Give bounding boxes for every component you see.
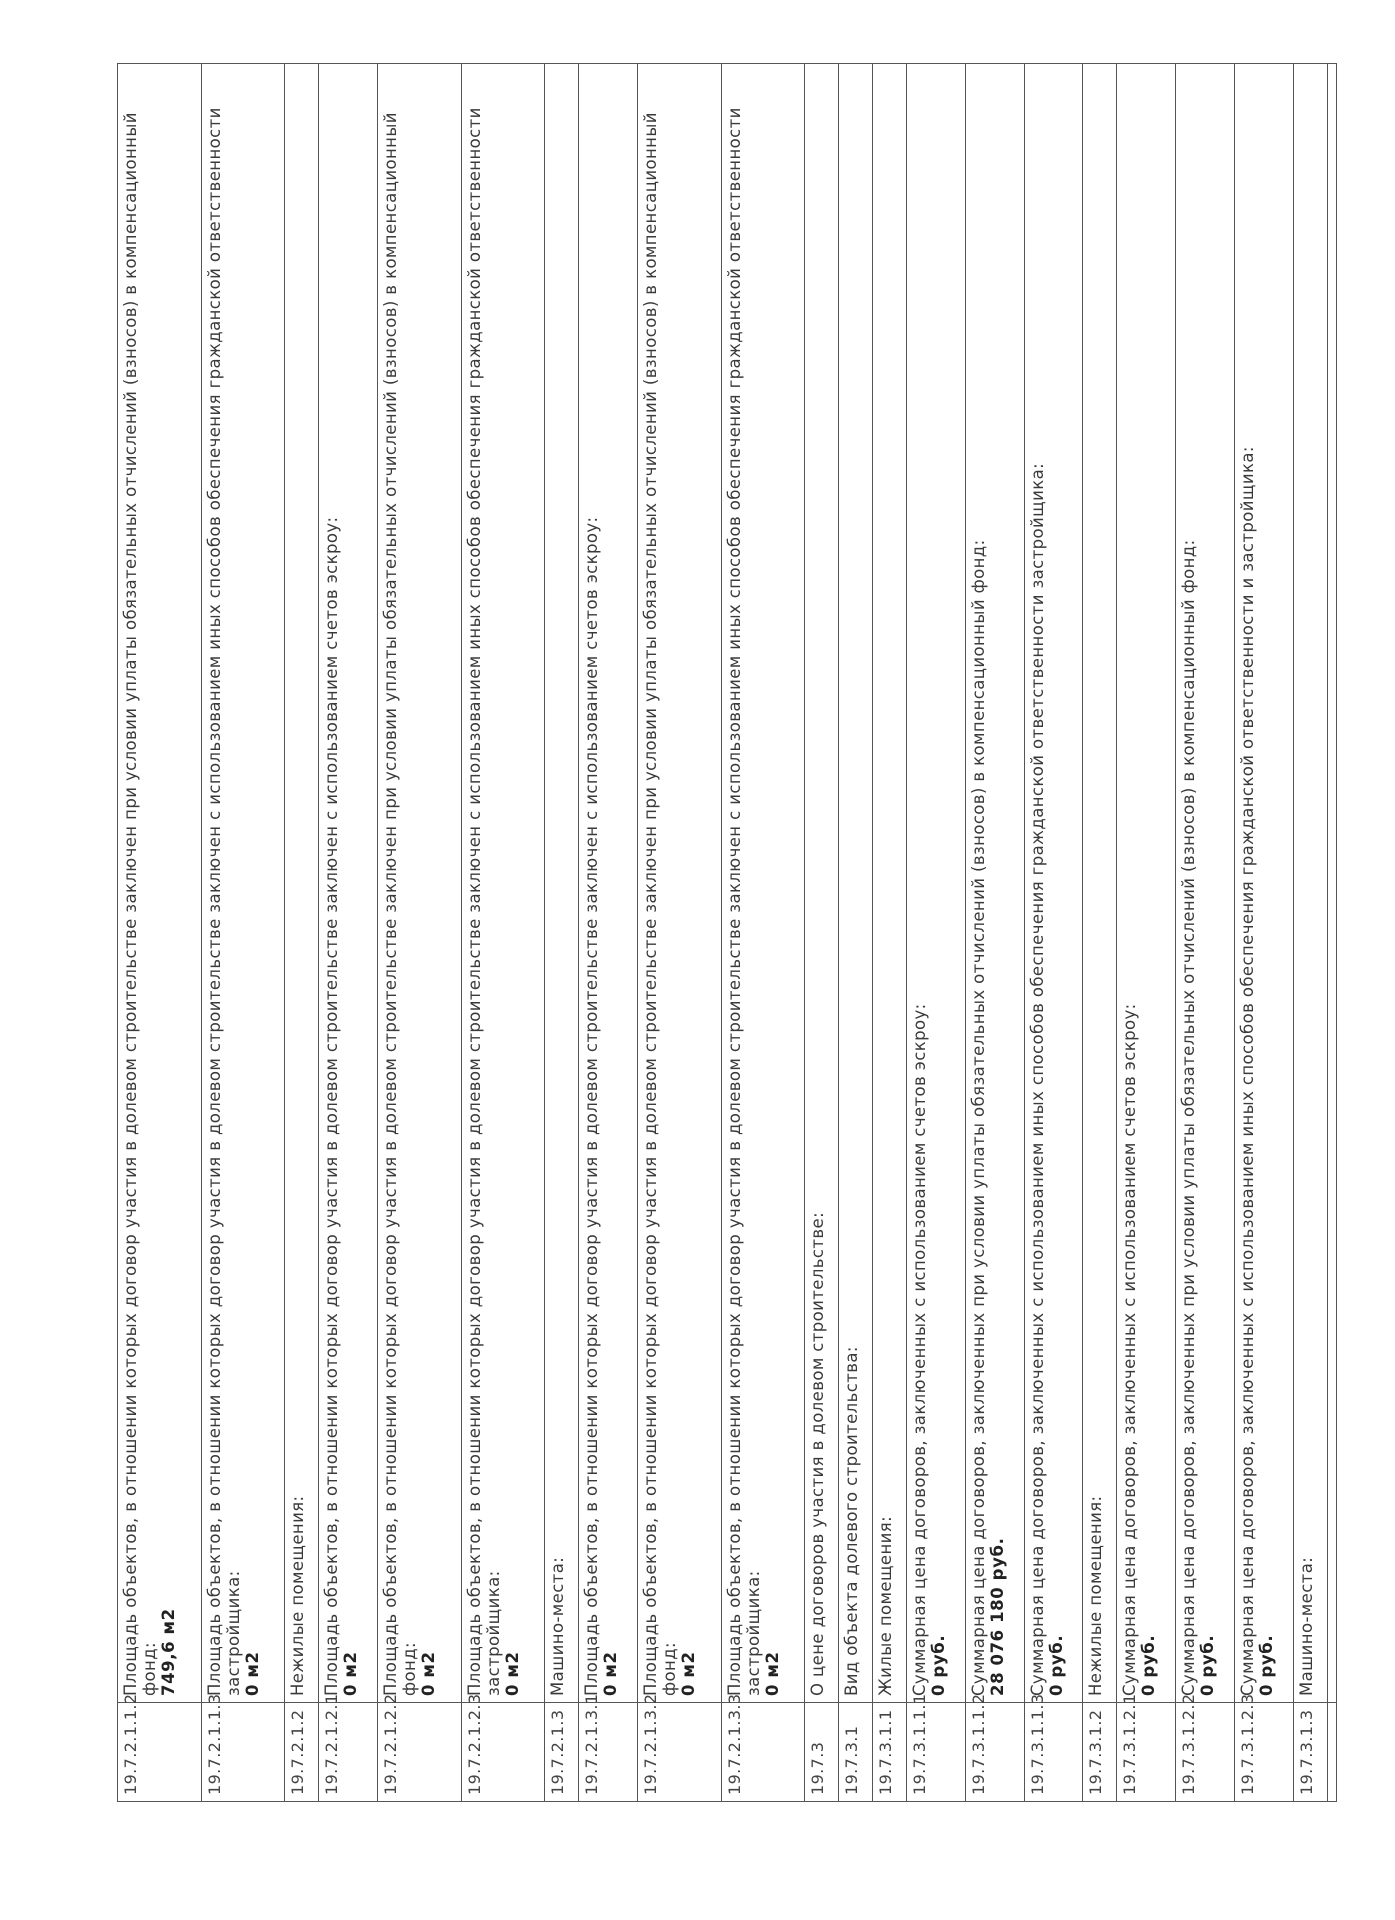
section-label: Площадь объектов, в отношении которых договор участия в долевом строительстве заключен с использованием иных способов обеспечения гражданской ответственности застройщика: <box>204 107 243 1696</box>
section-value: 0 руб. <box>929 1634 949 1696</box>
table-row <box>1234 64 1293 1802</box>
section-number: 19.7.3.1.1.3 <box>1024 1703 1083 1802</box>
section-label: Вид объекта долевого строительства: <box>842 1346 862 1696</box>
section-cell <box>637 64 721 1703</box>
section-label: Нежилые помещения: <box>1086 1495 1106 1696</box>
section-value: 0 м2 <box>678 1651 698 1696</box>
section-cell <box>721 64 805 1703</box>
section-number: 19.7.3 <box>805 1703 839 1802</box>
section-label: Площадь объектов, в отношении которых договор участия в долевом строительстве заключен при условии уплаты обязательных отчислений (взносов) в компенсационный фонд: <box>380 112 419 1696</box>
section-cell <box>805 64 839 1703</box>
section-label: Суммарная цена договоров, заключенных с использованием иных способов обеспечения гражданской ответственности и застройщика: <box>1237 446 1257 1696</box>
section-number: 19.7.3.1.1.1 <box>907 1703 966 1802</box>
section-number: 19.7.3.1.3 <box>1293 1703 1327 1802</box>
table-row <box>637 64 721 1802</box>
section-label: Машино-места: <box>548 1556 568 1696</box>
section-cell <box>319 64 378 1703</box>
section-cell <box>907 64 966 1703</box>
table-row <box>805 64 839 1802</box>
section-cell <box>545 64 579 1703</box>
table-row <box>285 64 319 1802</box>
table-row <box>1327 64 1336 1802</box>
section-number: 19.7.2.1.3.2 <box>637 1703 721 1802</box>
section-label: Площадь объектов, в отношении которых договор участия в долевом строительстве заключен с использованием счетов эскроу: <box>582 516 602 1696</box>
section-cell <box>1327 64 1336 1703</box>
section-label: Площадь объектов, в отношении которых договор участия в долевом строительстве заключен с использованием счетов эскроу: <box>322 516 342 1696</box>
section-cell <box>285 64 319 1703</box>
section-label: Нежилые помещения: <box>288 1495 308 1696</box>
table-row <box>1293 64 1327 1802</box>
section-cell <box>1117 64 1176 1703</box>
table-row <box>1176 64 1235 1802</box>
section-number: 19.7.2.1.2.3 <box>461 1703 545 1802</box>
section-cell <box>461 64 545 1703</box>
declaration-table <box>117 63 1337 1802</box>
table-row <box>461 64 545 1802</box>
section-number: 19.7.3.1.2.1 <box>1117 1703 1176 1802</box>
section-number: 19.7.2.1.2.2 <box>377 1703 461 1802</box>
section-cell <box>118 64 202 1703</box>
section-value: 0 м2 <box>242 1651 262 1696</box>
section-label: Жилые помещения: <box>876 1515 896 1696</box>
section-label: Суммарная цена договоров, заключенных при условии уплаты обязательных отчислений (взносов) в компенсационный фонд: <box>1179 539 1199 1696</box>
rotated-document-page <box>117 63 1337 1802</box>
section-number: 19.7.2.1.1.2 <box>118 1703 202 1802</box>
section-label: Суммарная цена договоров, заключенных с использованием счетов эскроу: <box>910 1003 930 1696</box>
section-cell <box>1083 64 1117 1703</box>
section-label: Суммарная цена договоров, заключенных с использованием счетов эскроу: <box>1120 1003 1140 1696</box>
section-value: 0 руб. <box>1256 1634 1276 1696</box>
section-label: О цене договоров участия в долевом строительстве: <box>808 1211 828 1696</box>
section-cell <box>377 64 461 1703</box>
section-cell <box>873 64 907 1703</box>
section-cell <box>1176 64 1235 1703</box>
section-number <box>1327 1703 1336 1802</box>
section-label: Площадь объектов, в отношении которых договор участия в долевом строительстве заключен с использованием иных способов обеспечения гражданской ответственности застройщика: <box>464 107 503 1696</box>
section-cell <box>201 64 285 1703</box>
section-cell <box>1293 64 1327 1703</box>
table-row <box>1117 64 1176 1802</box>
section-value: 0 м2 <box>762 1651 782 1696</box>
section-number: 19.7.3.1.2.3 <box>1234 1703 1293 1802</box>
section-value: 0 руб. <box>1046 1634 1066 1696</box>
table-row <box>319 64 378 1802</box>
section-value: 0 м2 <box>341 1651 361 1696</box>
section-number: 19.7.3.1.1 <box>873 1703 907 1802</box>
table-row <box>201 64 285 1802</box>
section-number: 19.7.3.1.2 <box>1083 1703 1117 1802</box>
section-number: 19.7.3.1.1.2 <box>965 1703 1024 1802</box>
section-value: 0 руб. <box>1139 1634 1159 1696</box>
section-number: 19.7.3.1.2.2 <box>1176 1703 1235 1802</box>
table-row <box>1024 64 1083 1802</box>
section-number: 19.7.2.1.1.3 <box>201 1703 285 1802</box>
section-cell <box>1234 64 1293 1703</box>
section-value: 28 076 180 руб. <box>987 1537 1007 1696</box>
table-row <box>545 64 579 1802</box>
section-value: 0 м2 <box>418 1651 438 1696</box>
section-number: 19.7.2.1.3 <box>545 1703 579 1802</box>
table-row <box>1083 64 1117 1802</box>
section-number: 19.7.3.1 <box>839 1703 873 1802</box>
section-cell <box>965 64 1024 1703</box>
section-number: 19.7.2.1.3.1 <box>579 1703 638 1802</box>
section-label: Площадь объектов, в отношении которых договор участия в долевом строительстве заключен при условии уплаты обязательных отчислений (взносов) в компенсационный фонд: <box>121 112 159 1696</box>
section-number: 19.7.2.1.2 <box>285 1703 319 1802</box>
section-cell <box>839 64 873 1703</box>
table-row <box>377 64 461 1802</box>
section-value: 0 руб. <box>1198 1634 1218 1696</box>
table-row <box>118 64 202 1802</box>
table-row <box>579 64 638 1802</box>
section-label: Суммарная цена договоров, заключенных при условии уплаты обязательных отчислений (взносов) в компенсационный фонд: <box>968 539 988 1696</box>
table-row <box>839 64 873 1802</box>
section-value: 0 м2 <box>502 1651 522 1696</box>
section-value: 0 м2 <box>601 1651 621 1696</box>
section-label: Машино-места: <box>1296 1556 1316 1696</box>
section-value: 749,6 м2 <box>159 1608 178 1696</box>
section-cell <box>579 64 638 1703</box>
table-row <box>907 64 966 1802</box>
section-cell <box>1024 64 1083 1703</box>
section-number: 19.7.2.1.2.1 <box>319 1703 378 1802</box>
table-row <box>721 64 805 1802</box>
table-row <box>873 64 907 1802</box>
section-label: Площадь объектов, в отношении которых договор участия в долевом строительстве заключен с использованием иных способов обеспечения гражданской ответственности застройщика: <box>724 107 763 1696</box>
section-label: Площадь объектов, в отношении которых договор участия в долевом строительстве заключен при условии уплаты обязательных отчислений (взносов) в компенсационный фонд: <box>640 112 679 1696</box>
section-label: Суммарная цена договоров, заключенных с использованием иных способов обеспечения гражданской ответственности застройщика: <box>1027 462 1047 1696</box>
section-number: 19.7.2.1.3.3 <box>721 1703 805 1802</box>
table-row <box>965 64 1024 1802</box>
